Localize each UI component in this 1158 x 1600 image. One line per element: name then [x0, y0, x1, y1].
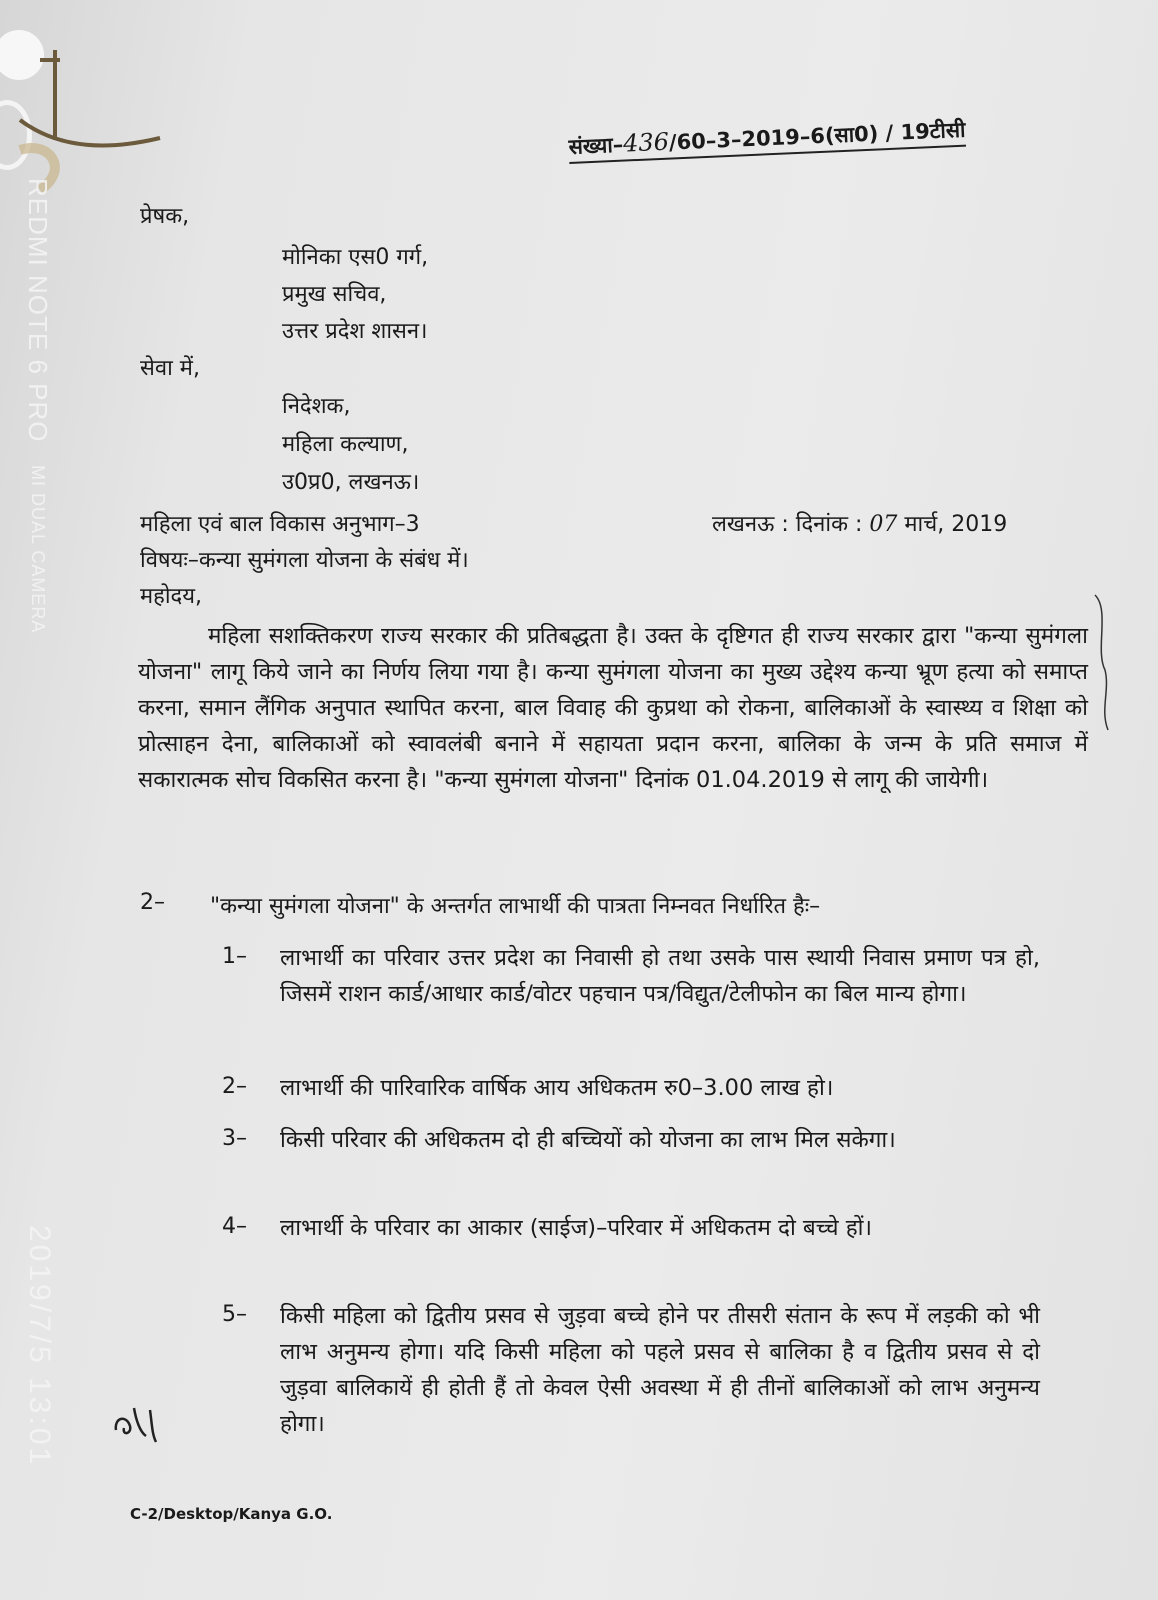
sender-designation: प्रमुख सचिव,: [282, 282, 387, 307]
sender-office: उत्तर प्रदेश शासन।: [282, 319, 428, 344]
eligibility-number: 3–: [222, 1126, 247, 1151]
margin-bracket-mark: [1090, 590, 1120, 740]
salutation: महोदय,: [140, 584, 202, 609]
eligibility-number: 5–: [222, 1302, 247, 1327]
eligibility-item: किसी परिवार की अधिकतम दो ही बच्चियों को योजना का लाभ मिल सकेगा।: [280, 1127, 896, 1153]
section2-heading: "कन्या सुमंगला योजना" के अन्तर्गत लाभार्थी की पात्रता निम्नवत निर्धारित हैः–: [210, 894, 821, 919]
reference-handwritten-number: 436: [622, 127, 670, 158]
initials-signature: [112, 1400, 172, 1450]
tag-thread-icon: [0, 0, 180, 200]
date-prefix: लखनऊ : दिनांक :: [712, 512, 863, 537]
letter-date: [712, 508, 1007, 538]
eligibility-number: 1–: [222, 944, 247, 969]
eligibility-number: 4–: [222, 1214, 247, 1239]
recipient-designation: निदेशक,: [282, 394, 351, 419]
intro-paragraph-text: महिला सशक्तिकरण राज्य सरकार की प्रतिबद्धता है। उक्त के दृष्टिगत ही राज्य सरकार द्वारा "कन्या सुमंगला योजना" लागू किये जाने का निर्णय लिया गया है। कन्या सुमंगला योजना का मुख्य उद्देश्य कन्या भ्रूण हत्या को समाप्त करना, समान लैंगिक अनुपात स्थापित करना, बाल विवाह की कुप्रथा को रोकना, बालिकाओं के स्वास्थ्य व शिक्षा को प्रोत्साहन देना, बालिकाओं को स्वावलंबी बनाने में सहायता प्रदान करना, बालिका के जन्म के प्रति समाज में सकारात्मक सोच विकसित करना है। "कन्या सुमंगला योजना" दिनांक 01.04.2019 से लागू की जायेगी।: [138, 623, 1088, 793]
watermark-timestamp: 2019/7/5 13:01: [23, 1225, 56, 1468]
section-name: महिला एवं बाल विकास अनुभाग–3: [140, 512, 420, 537]
sender-label: प्रेषक,: [140, 204, 190, 229]
recipient-location: उ0प्र0, लखनऊ।: [282, 470, 420, 495]
eligibility-item: लाभार्थी के परिवार का आकार (साईज)–परिवार में अधिकतम दो बच्चे हों।: [280, 1215, 872, 1241]
recipient-department: महिला कल्याण,: [282, 432, 409, 457]
section2-number: 2–: [140, 890, 165, 915]
eligibility-item: किसी महिला को द्वितीय प्रसव से जुड़वा बच्चे होने पर तीसरी संतान के रूप में लड़की को भी लाभ अनुमन्य होगा। यदि किसी महिला को पहले प्रसव से बालिका है व द्वितीय प्रसव से दो जुड़वा बालिकायें ही होती हैं तो केवल ऐसी अवस्था में ही तीनों बालिकाओं को लाभ अनुमन्य होगा।: [280, 1303, 1040, 1437]
date-month-year: मार्च, 2019: [904, 512, 1008, 537]
file-path-footer: C-2/Desktop/Kanya G.O.: [130, 1505, 333, 1523]
camera-watermark: [22, 178, 53, 633]
sender-name: मोनिका एस0 गर्ग,: [282, 245, 429, 270]
subject-line: विषयः–कन्या सुमंगला योजना के संबंध में।: [140, 548, 469, 573]
watermark-device: REDMI NOTE 6 PRO: [23, 178, 53, 443]
date-day-handwritten: 07: [869, 512, 898, 537]
eligibility-item: लाभार्थी की पारिवारिक वार्षिक आय अधिकतम रु0–3.00 लाख हो।: [280, 1075, 834, 1101]
eligibility-item: लाभार्थी का परिवार उत्तर प्रदेश का निवासी हो तथा उसके पास स्थायी निवास प्रमाण पत्र हो, जिसमें राशन कार्ड/आधार कार्ड/वोटर पहचान पत्र/विद्युत/टेलीफोन का बिल मान्य होगा।: [280, 945, 1040, 1007]
eligibility-number: 2–: [222, 1074, 247, 1099]
reference-prefix: संख्या–: [568, 132, 624, 159]
intro-paragraph: [138, 618, 1088, 798]
watermark-camera: MI DUAL CAMERA: [28, 464, 48, 634]
reference-rest: /60–3–2019–6(सा0) / 19टीसी: [668, 117, 966, 155]
recipient-label: सेवा में,: [140, 356, 200, 381]
